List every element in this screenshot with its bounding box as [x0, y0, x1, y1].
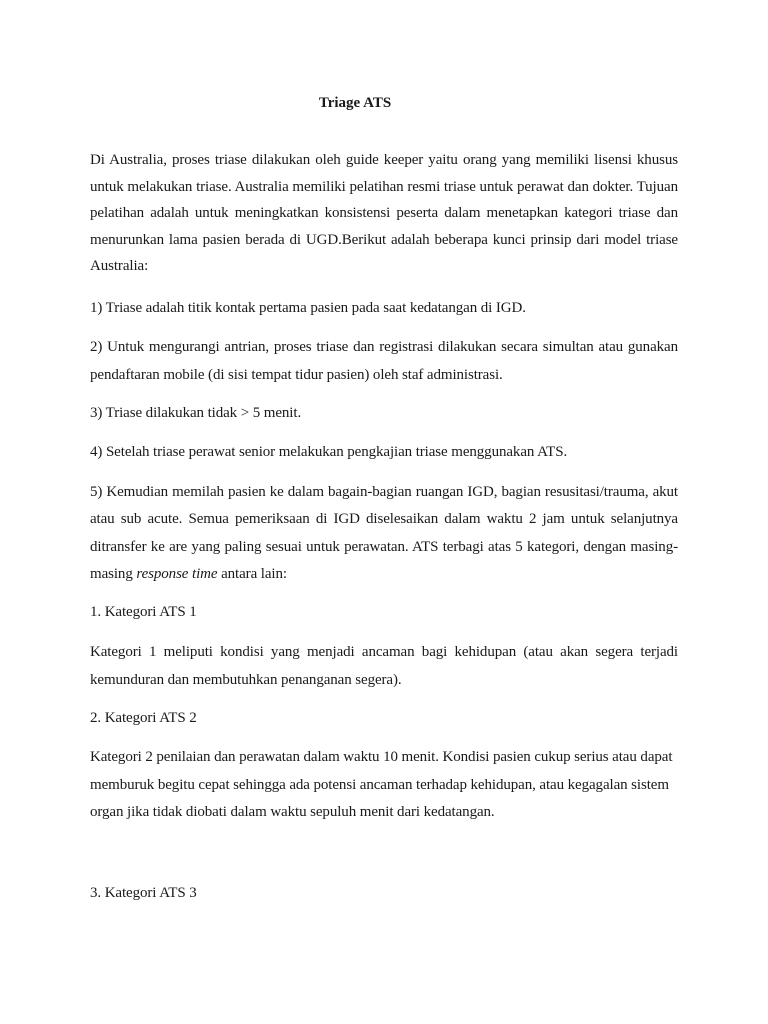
principle-3: 3) Triase dilakukan tidak > 5 menit.	[90, 405, 302, 421]
principle-5-tail: antara lain:	[217, 565, 287, 582]
category-2-text: Kategori 2 penilaian dan perawatan dalam waktu 10 menit. Kondisi pasien cukup serius atau dapat memburuk begitu cepat sehingga ada potensi ancaman terhadap kehidupan, atau kegagalan sistem organ jika tidak diobati dalam waktu sepuluh menit dari kedatangan.	[90, 749, 673, 821]
category-1-heading: 1. Kategori ATS 1	[90, 604, 197, 620]
principle-5-italic: response time	[136, 565, 218, 582]
principle-4: 4) Setelah triase perawat senior melakukan pengkajian triase menggunakan ATS.	[90, 444, 568, 460]
principle-1: 1) Triase adalah titik kontak pertama pasien pada saat kedatangan di IGD.	[90, 300, 526, 316]
principle-5-text: 5) Kemudian memilah pasien ke dalam bagain-bagian ruangan IGD, bagian resusitasi/trauma, akut atau sub acute. Semua pemeriksaan di IGD diselesaikan dalam waktu 2 jam untuk selanjutnya ditransfer ke are yang paling sesuai untuk perawatan. ATS terbagi atas 5 kategori, dengan masing-masing	[90, 484, 678, 582]
principle-5	[90, 479, 678, 588]
category-3-heading: 3. Kategori ATS 3	[90, 885, 197, 901]
page-title: Triage ATS	[318, 95, 392, 111]
principle-2: 2) Untuk mengurangi antrian, proses triase dan registrasi dilakukan secara simultan atau gunakan pendaftaran mobile (di sisi tempat tidur pasien) oleh staf administrasi.	[90, 339, 678, 383]
category-1-text: Kategori 1 meliputi kondisi yang menjadi ancaman bagi kehidupan (atau akan segera terjadi kemunduran dan membutuhkan penanganan segera).	[90, 644, 678, 688]
category-2-heading: 2. Kategori ATS 2	[90, 710, 197, 726]
intro-paragraph: Di Australia, proses triase dilakukan oleh guide keeper yaitu orang yang memiliki lisensi khusus untuk melakukan triase. Australia memiliki pelatihan resmi triase untuk perawat dan dokter. Tujuan pelatihan adalah untuk meningkatkan konsistensi peserta dalam menetapkan kategori triase dan menurunkan lama pasien berada di UGD.Berikut adalah beberapa kunci prinsip dari model triase Australia:	[90, 152, 678, 275]
